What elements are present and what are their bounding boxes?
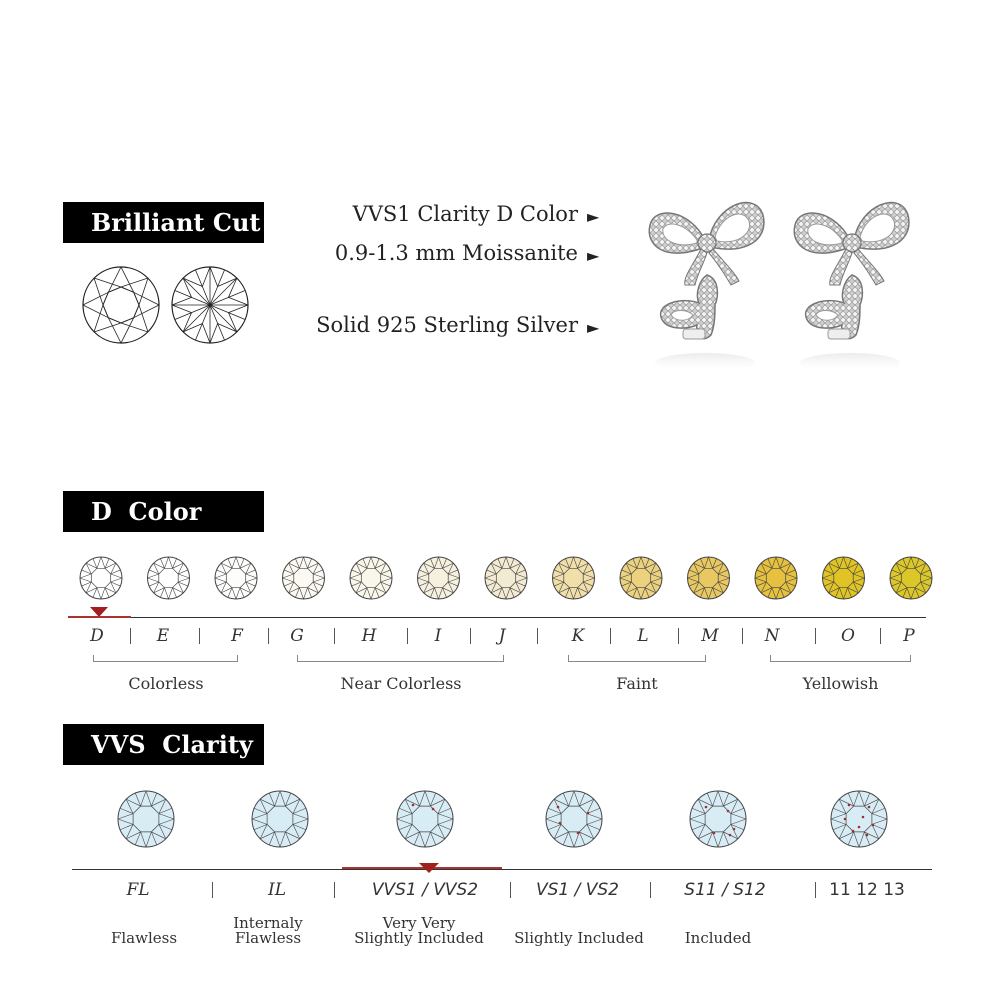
feature-size: 0.9-1.3 mm Moissanite — [334, 241, 578, 265]
brilliant-cut-top-diagram — [81, 265, 161, 345]
color-stone-l — [620, 557, 662, 599]
clarity-grade-il: IL — [267, 880, 286, 900]
butterfly-bow-earrings-image — [635, 185, 935, 385]
color-grade-divider — [268, 628, 269, 644]
color-grade-divider — [130, 628, 131, 644]
arrow-icon: ► — [587, 207, 600, 226]
clarity-stone-fl — [118, 791, 174, 847]
clarity-divider — [815, 882, 816, 898]
color-grade-divider — [199, 628, 200, 644]
clarity-grade-vs: VS1 / VS2 — [535, 880, 619, 900]
color-stone-g — [283, 557, 325, 599]
color-marker-icon — [89, 606, 109, 618]
clarity-grade-vvs: VVS1 / VVS2 — [371, 880, 479, 900]
color-grade-divider — [815, 628, 816, 644]
color-grade-n: N — [764, 626, 780, 646]
color-stones-row — [75, 553, 945, 603]
clarity-stone-vvs — [397, 791, 453, 847]
clarity-grade-si: S11 / S12 — [684, 880, 766, 900]
color-grade-m: M — [701, 626, 719, 646]
color-grade-divider — [610, 628, 611, 644]
color-grade-divider — [537, 628, 538, 644]
color-stone-m — [688, 557, 730, 599]
clarity-label-internaly-flawless: Flawless — [234, 929, 302, 947]
color-grade-d: D — [90, 626, 104, 646]
color-grade-h: H — [361, 626, 377, 646]
color-grade-o: O — [841, 626, 855, 646]
clarity-grade-i: 11 12 13 — [829, 880, 905, 900]
color-scale-line — [131, 617, 926, 618]
clarity-stone-vs — [546, 791, 602, 847]
clarity-marker-icon — [418, 862, 440, 874]
clarity-label-vvs-desc: Slightly Included — [354, 929, 484, 947]
feature-clarity-color: VVS1 Clarity D Color — [352, 202, 578, 226]
arrow-icon: ► — [587, 246, 600, 265]
brilliant-cut-bottom-diagram — [170, 265, 250, 345]
clarity-stone-il — [252, 791, 308, 847]
feature-material: Solid 925 Sterling Silver — [316, 313, 578, 337]
clarity-divider — [334, 882, 335, 898]
arrow-icon: ► — [587, 318, 600, 337]
brilliant-cut-label: Brilliant Cut — [63, 202, 264, 243]
color-grade-l: L — [637, 626, 649, 646]
color-stone-d — [80, 557, 122, 599]
color-stone-h — [350, 557, 392, 599]
color-stone-n — [755, 557, 797, 599]
clarity-stone-si — [690, 791, 746, 847]
clarity-label-flawless: Flawless — [110, 929, 178, 947]
color-stone-e — [148, 557, 190, 599]
clarity-divider — [650, 882, 651, 898]
color-grade-divider — [334, 628, 335, 644]
clarity-stones-row — [60, 786, 960, 856]
clarity-label-slightly-included: Slightly Included — [514, 929, 644, 947]
color-stone-f — [215, 557, 257, 599]
color-grade-i: I — [434, 626, 442, 646]
faint-bracket — [568, 655, 706, 662]
clarity-divider — [212, 882, 213, 898]
clarity-stone-i — [831, 791, 887, 847]
color-grade-p: P — [903, 626, 915, 646]
clarity-divider — [510, 882, 511, 898]
d-color-label: D Color — [63, 491, 264, 532]
clarity-label-very-very: Very Very — [382, 914, 456, 932]
group-near-colorless: Near Colorless — [340, 674, 462, 693]
color-stone-j — [485, 557, 527, 599]
clarity-scale-line — [72, 869, 932, 870]
color-grade-divider — [678, 628, 679, 644]
colorless-bracket — [93, 655, 238, 662]
yellowish-bracket — [770, 655, 911, 662]
group-yellowish: Yellowish — [802, 674, 879, 693]
color-grade-divider — [470, 628, 471, 644]
clarity-label-included: Included — [684, 929, 752, 947]
color-grade-f: F — [231, 626, 243, 646]
color-grade-divider — [880, 628, 881, 644]
color-grade-divider — [742, 628, 743, 644]
color-stone-i — [418, 557, 460, 599]
color-stone-o — [823, 557, 865, 599]
near-colorless-bracket — [297, 655, 504, 662]
color-stone-k — [553, 557, 595, 599]
color-grade-j: J — [498, 626, 506, 646]
color-grade-e: E — [156, 626, 170, 646]
color-grade-k: K — [571, 626, 585, 646]
color-grade-g: G — [290, 626, 304, 646]
vvs-clarity-label: VVS Clarity — [63, 724, 264, 765]
group-colorless: Colorless — [128, 674, 204, 693]
color-stone-p — [890, 557, 932, 599]
clarity-label-internaly: Internaly — [233, 914, 303, 932]
clarity-grade-fl: FL — [126, 880, 150, 900]
group-faint: Faint — [616, 674, 658, 693]
color-grade-divider — [407, 628, 408, 644]
